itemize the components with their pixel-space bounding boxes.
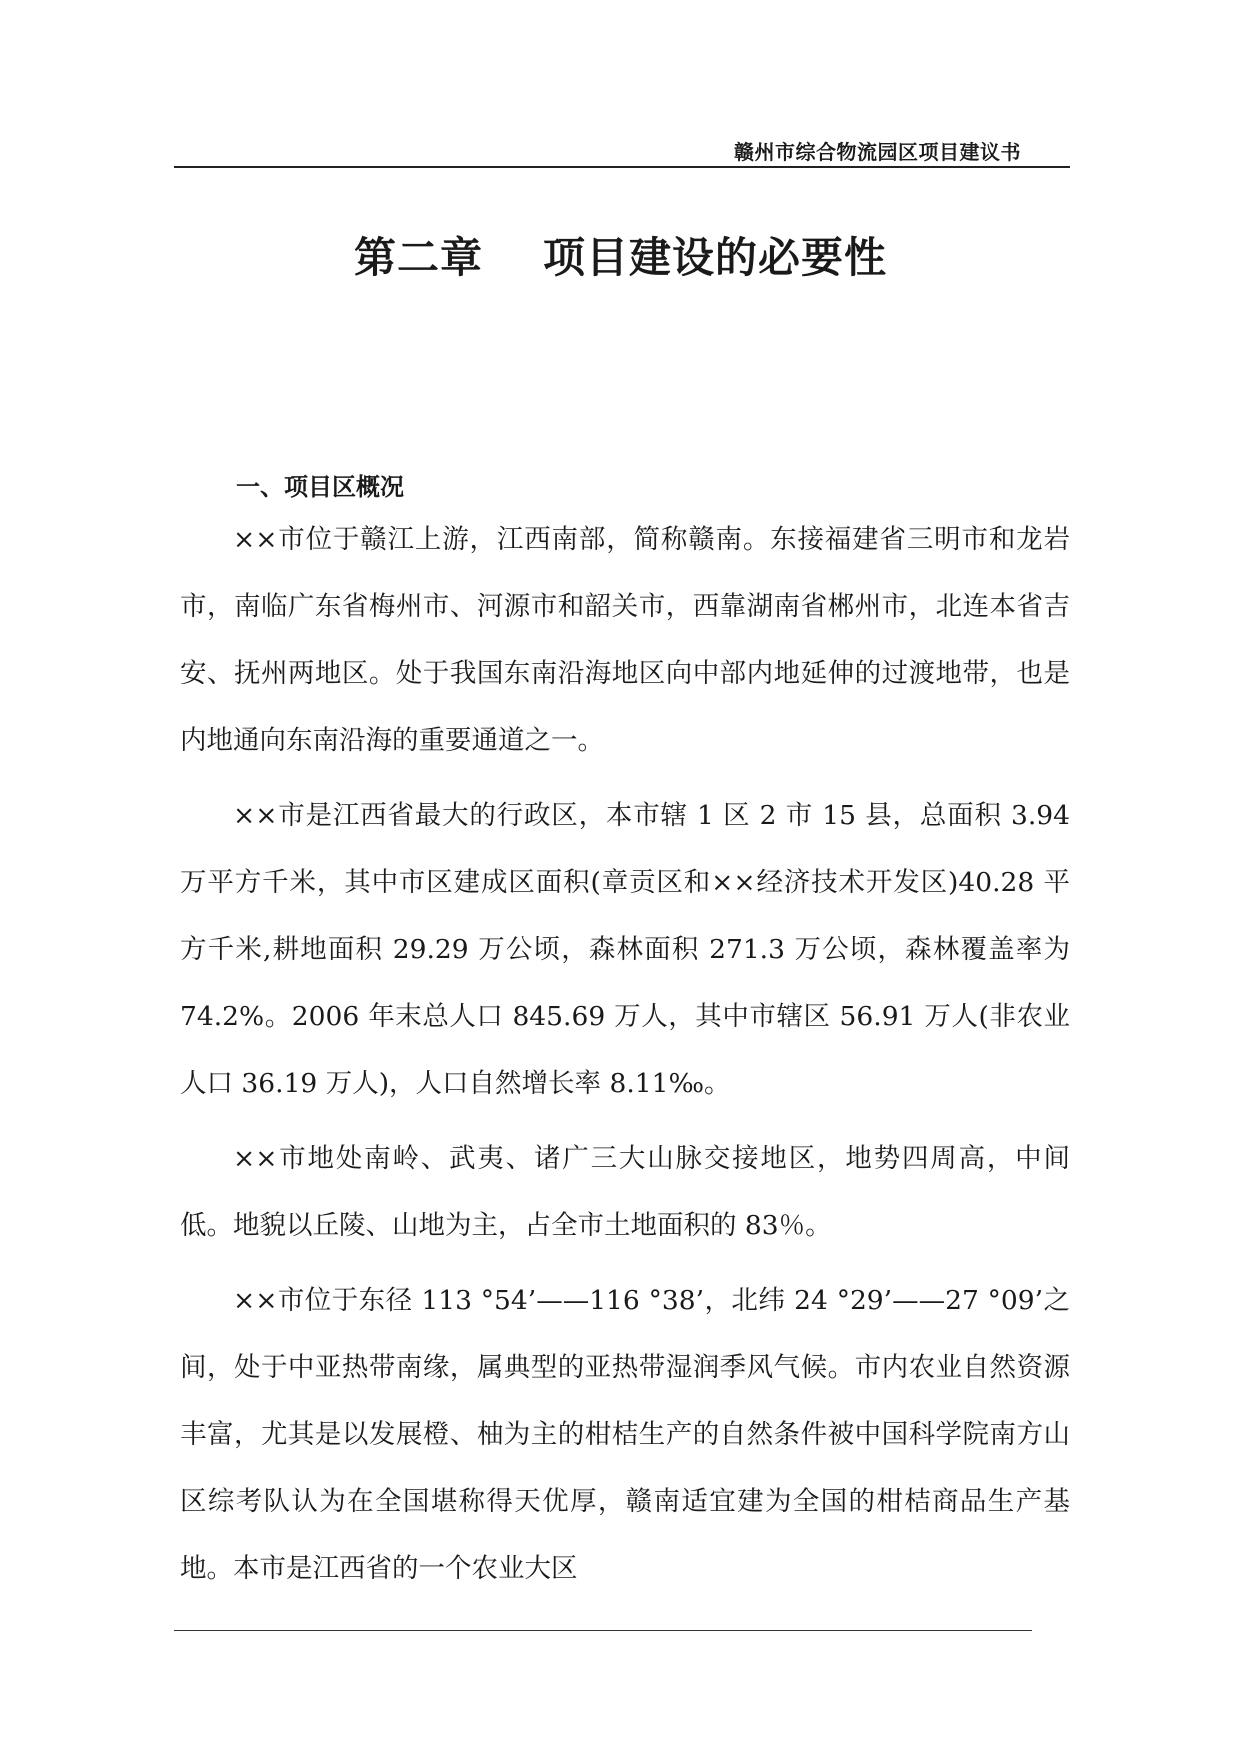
paragraph: ××市位于东径 113 °54’——116 °38’，北纬 24 °29’——27 °09’之间，处于中亚热带南缘，属典型的亚热带湿润季风气候。市内农业自然资源丰富，尤其是以发展橙、柚为主的柑桔生产的自然条件被中国科学院南方山区综考队认为在全国堪称得天优厚，赣南适宜建为全国的柑桔商品生产基地。本市是江西省的一个农业大区 bbox=[180, 1285, 1070, 1584]
body-text bbox=[180, 506, 1070, 1610]
paragraph: ××市地处南岭、武夷、诸广三大山脉交接地区，地势四周高，中间低。地貌以丘陵、山地为主，占全市土地面积的 83％。 bbox=[180, 1143, 1070, 1241]
chapter-title bbox=[0, 225, 1241, 285]
chapter-name: 项目建设的必要性 bbox=[543, 233, 888, 282]
paragraph: ××市是江西省最大的行政区，本市辖 1 区 2 市 15 县，总面积 3.94 万平方千米，其中市区建成区面积(章贡区和××经济技术开发区)40.28 平方千米,耕地面积 29.29 万公顷，森林面积 271.3 万公顷，森林覆盖率为 74.2%。2006 年末总人口 845.69 万人，其中市辖区 56.91 万人(非农业人口 36.19 万人)，人口自然增长率 8.11‰。 bbox=[180, 800, 1070, 1099]
footer-divider bbox=[174, 1630, 1032, 1631]
running-header: 赣州市综合物流园区项目建议书 bbox=[734, 140, 1021, 164]
section-heading: 一、项目区概况 bbox=[236, 473, 404, 501]
header-divider bbox=[174, 166, 1070, 168]
chapter-number: 第二章 bbox=[353, 233, 483, 282]
paragraph: ××市位于赣江上游，江西南部，简称赣南。东接福建省三明市和龙岩市，南临广东省梅州市、河源市和韶关市，西靠湖南省郴州市，北连本省吉安、抚州两地区。处于我国东南沿海地区向中部内地延伸的过渡地带，也是内地通向东南沿海的重要通道之一。 bbox=[180, 524, 1070, 756]
